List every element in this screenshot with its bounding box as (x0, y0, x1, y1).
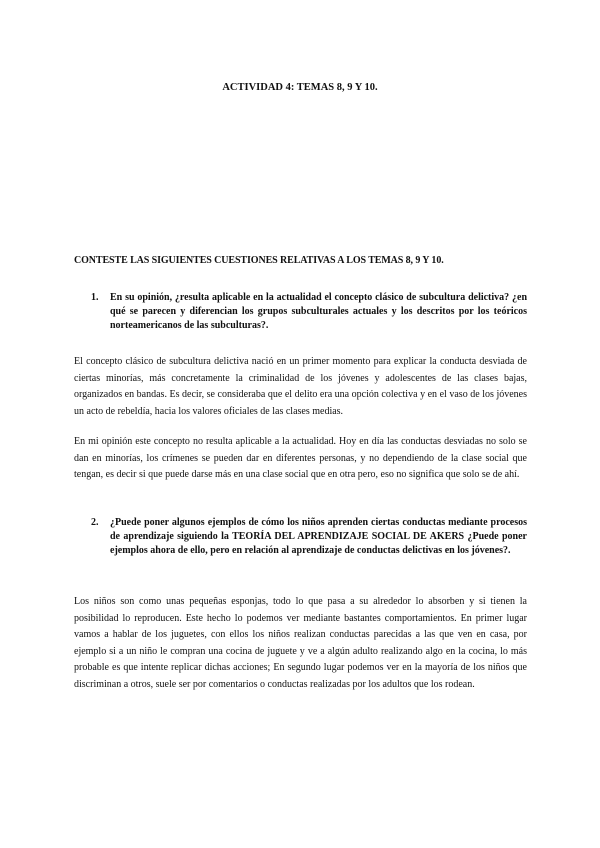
question-1-text: En su opinión, ¿resulta aplicable en la actualidad el concepto clásico de subcultura delictiva? ¿en qué se parecen y diferencian los grupos subculturales actuales y los descritos por los teóricos norteamericanos de las subculturas?. (110, 292, 527, 331)
answer-paragraph-2: En mi opinión este concepto no resulta aplicable a la actualidad. Hoy en día las conductas desviadas no solo se dan en minorías, los crímenes se pueden dar en diferentes personas, y no dependiendo de la clase social que tengan, es decir si que puede darse más en una clase social que en otra pero, eso no significa que solo se de ahí. (74, 436, 527, 480)
answer-paragraph-3: Los niños son como unas pequeñas esponjas, todo lo que pasa a su alrededor lo absorben y si tienen la posibilidad lo reproducen. Este hecho lo podemos ver mediante bastantes comportamientos. En primer lugar vamos a hablar de los juguetes, con ellos los niños realizan conductas parecidas a las que ven en casa, por ejemplo si a un niño le compran una cocina de juguete y ve a algún adulto realizando algo en la cocina, lo más probable es que intente replicar dichas acciones; En segundo lugar podemos ver en la mayoría de los niños que discriminan a otros, suele ser por comentarios o conductas realizadas por los adultos que los rodean. (74, 596, 527, 690)
section-heading: CONTESTE LAS SIGUIENTES CUESTIONES RELATIVAS A LOS TEMAS 8, 9 Y 10. (74, 255, 444, 266)
answer-paragraph-1: El concepto clásico de subcultura delictiva nació en un primer momento para explicar la conducta desviada de ciertas minorías, más concretamente la criminalidad de los jóvenes y adolescentes de las clases bajas, organizados en bandas. Es decir, se consideraba que el delito era una opción colectiva y en el vaso de los jóvenes un acto de rebeldía, hacia los valores oficiales de las clases medias. (74, 356, 527, 417)
question-1-number: 1. (91, 292, 99, 303)
question-1 (91, 291, 527, 333)
question-2-text: ¿Puede poner algunos ejemplos de cómo los niños aprenden ciertas conductas mediante procesos de aprendizaje siguiendo la TEORÍA DEL APRENDIZAJE SOCIAL DE AKERS ¿Puede poner ejemplos ahora de ello, pero en relación al aprendizaje de conductas delictivas en los jóvenes?. (110, 517, 527, 556)
document-title: ACTIVIDAD 4: TEMAS 8, 9 Y 10. (222, 82, 378, 93)
question-2 (91, 516, 527, 558)
question-2-number: 2. (91, 517, 99, 528)
